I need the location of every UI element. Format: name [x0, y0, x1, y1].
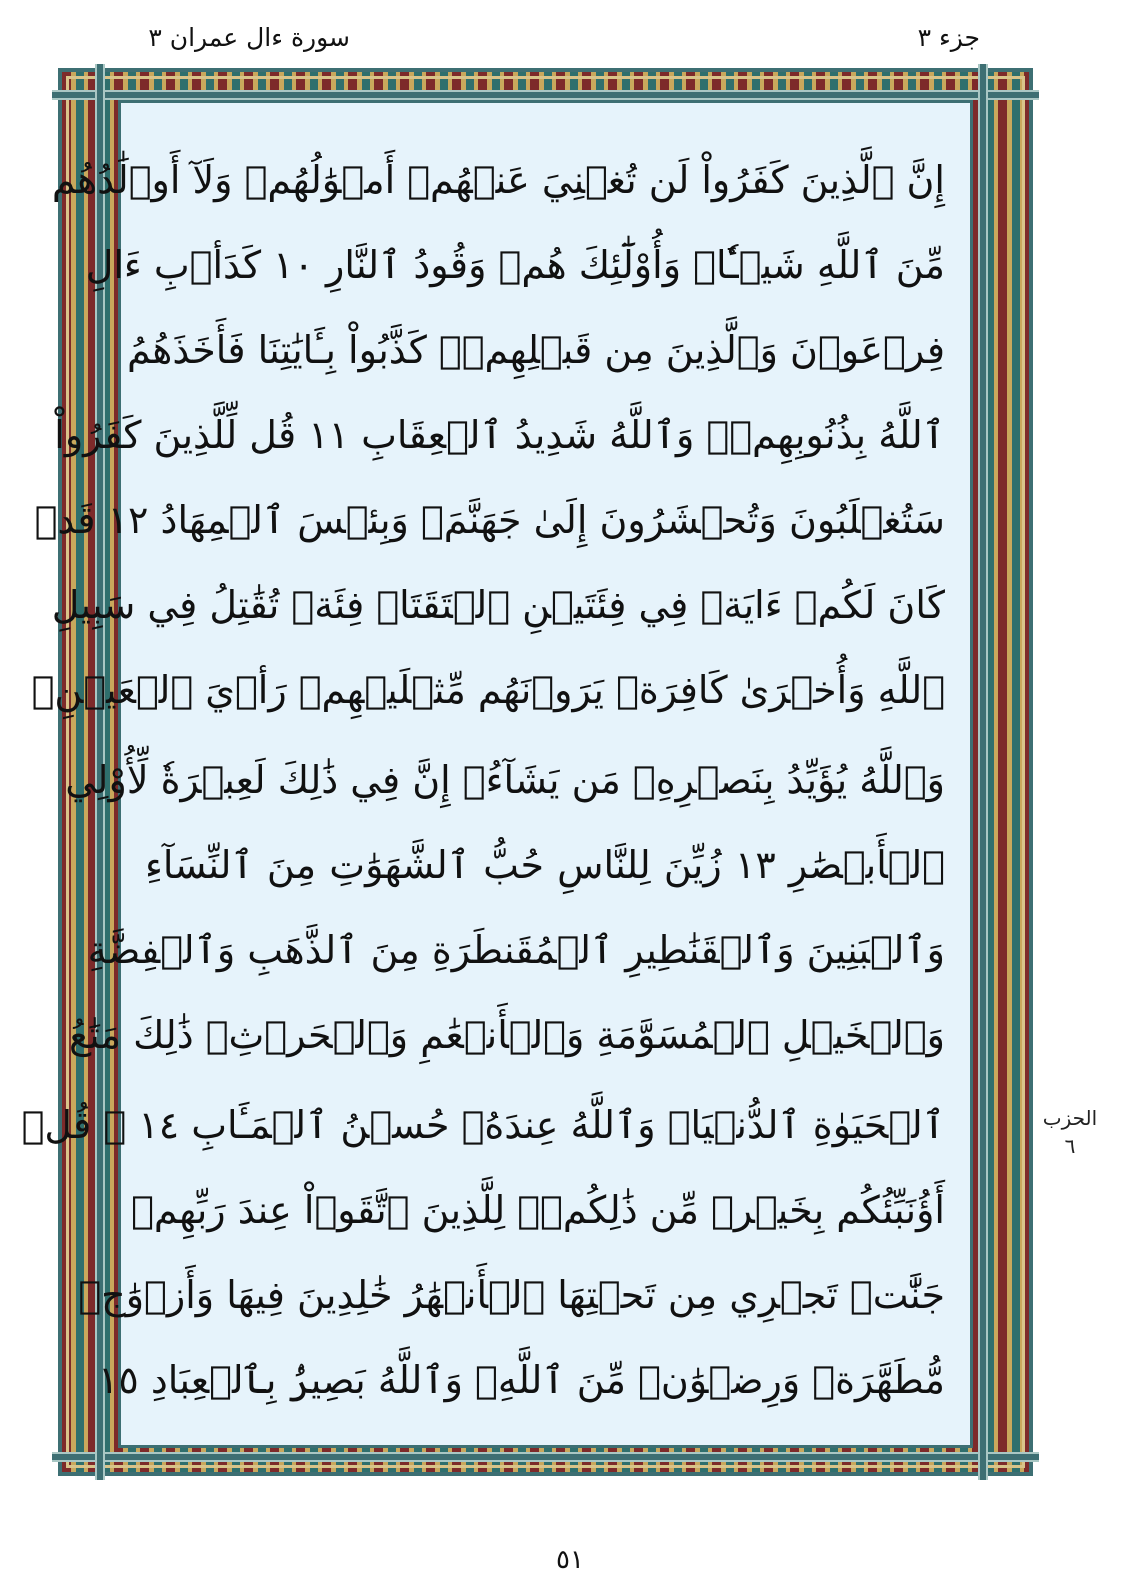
verse-line-3: فِرۡعَوۡنَ وَٱلَّذِينَ مِن قَبۡلِهِمۡۚ كَذَّبُواْ بِـَٔايَٰتِنَا فَأَخَذَهُمُ: [126, 328, 945, 372]
verse-line-14: جَنَّٰتٞ تَجۡرِي مِن تَحۡتِهَا ٱلۡأَنۡهَٰرُ خَٰلِدِينَ فِيهَا وَأَزۡوَٰجٞ: [78, 1273, 945, 1317]
verse-line-7: ٱللَّهِ وَأُخۡرَىٰ كَافِرَةٞ يَرَوۡنَهُم مِّثۡلَيۡهِمۡ رَأۡيَ ٱلۡعَيۡنِۚ: [31, 668, 945, 712]
verse-line-13: أَؤُنَبِّئُكُم بِخَيۡرٖ مِّن ذَٰلِكُمۡۖ لِلَّذِينَ ٱتَّقَوۡاْ عِندَ رَبِّهِمۡ: [131, 1188, 945, 1232]
verse-line-9: ٱلۡأَبۡصَٰرِ ١٣ زُيِّنَ لِلنَّاسِ حُبُّ ٱلشَّهَوَٰتِ مِنَ ٱلنِّسَآءِ: [145, 843, 945, 887]
verse-line-12: ٱلۡحَيَوٰةِ ٱلدُّنۡيَاۖ وَٱللَّهُ عِندَهُۥ حُسۡنُ ٱلۡمَـَٔابِ ١٤ ۞ قُلۡ: [21, 1103, 945, 1147]
verse-line-10: وَٱلۡبَنِينَ وَٱلۡقَنَٰطِيرِ ٱلۡمُقَنطَرَةِ مِنَ ٱلذَّهَبِ وَٱلۡفِضَّةِ: [87, 928, 945, 972]
verse-line-4: ٱللَّهُ بِذُنُوبِهِمۡۗ وَٱللَّهُ شَدِيدُ ٱلۡعِقَابِ ١١ قُل لِّلَّذِينَ كَفَرُواْ: [54, 413, 945, 457]
verse-line-6: كَانَ لَكُمۡ ءَايَةٞ فِي فِئَتَيۡنِ ٱلۡتَقَتَاۖ فِئَةٞ تُقَٰتِلُ فِي سَبِيلِ: [51, 583, 945, 627]
border-rule-right: [978, 64, 988, 1480]
verse-line-11: وَٱلۡخَيۡلِ ٱلۡمُسَوَّمَةِ وَٱلۡأَنۡعَٰمِ وَٱلۡحَرۡثِۗ ذَٰلِكَ مَتَٰعُ: [68, 1013, 945, 1057]
page-number: ٥١: [556, 1545, 584, 1575]
border-rule-top: [52, 90, 1039, 100]
verse-line-2: مِّنَ ٱللَّهِ شَيۡـٔٗاۖ وَأُوْلَٰٓئِكَ هُمۡ وَقُودُ ٱلنَّارِ ١٠ كَدَأۡبِ ءَالِ: [85, 243, 945, 287]
surah-label: سورة ءال عمران ٣: [148, 23, 350, 52]
hizb-number: ٦: [1064, 1134, 1076, 1158]
border-rule-bottom: [52, 1452, 1039, 1462]
verse-line-8: وَٱللَّهُ يُؤَيِّدُ بِنَصۡرِهِۦ مَن يَشَآءُۚ إِنَّ فِي ذَٰلِكَ لَعِبۡرَةٗ لِّأُوْلِي: [65, 758, 945, 802]
verse-line-1: إِنَّ ٱلَّذِينَ كَفَرُواْ لَن تُغۡنِيَ عَنۡهُمۡ أَمۡوَٰلُهُمۡ وَلَآ أَوۡلَٰدُهُم: [51, 158, 945, 202]
verse-line-15: مُّطَهَّرَةٞ وَرِضۡوَٰنٞ مِّنَ ٱللَّهِۗ وَٱللَّهُ بَصِيرُۢ بِٱلۡعِبَادِ ١٥: [97, 1358, 945, 1402]
verse-line-5: سَتُغۡلَبُونَ وَتُحۡشَرُونَ إِلَىٰ جَهَنَّمَۖ وَبِئۡسَ ٱلۡمِهَادُ ١٢ قَدۡ: [34, 498, 945, 542]
juz-label: جزء ٣: [917, 23, 980, 52]
hizb-label: الحزب: [1042, 1106, 1098, 1130]
